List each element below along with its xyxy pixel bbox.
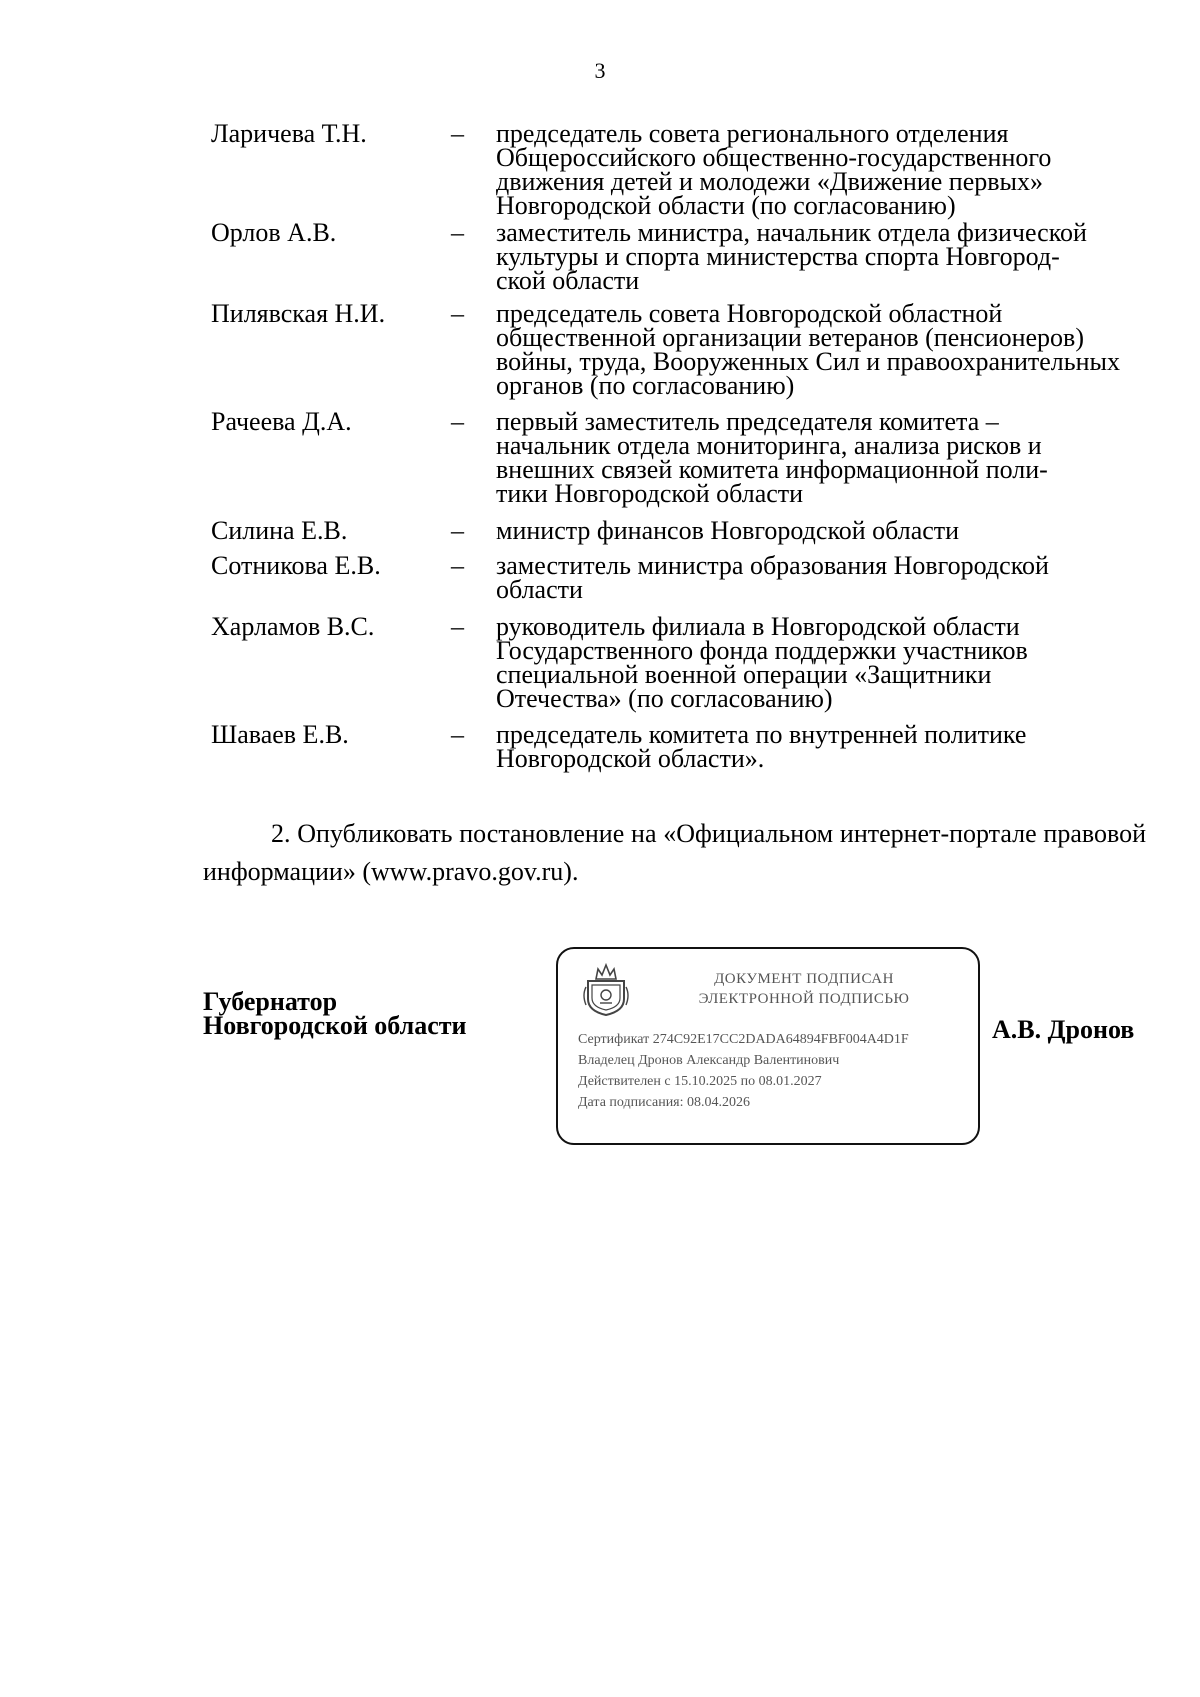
member-role: первый заместитель председателя комитета – начальник отдела мониторинга, анализа рисков и внешних связей комитета информационной поли- тики Новгородской области <box>496 407 1048 508</box>
member-name: Харламов В.С. <box>211 612 375 641</box>
member-dash: – <box>451 119 464 148</box>
member-row <box>211 720 1146 773</box>
member-role: министр финансов Новгородской области <box>496 516 960 545</box>
electronic-signature-stamp <box>556 947 980 1145</box>
member-row <box>211 299 1146 410</box>
member-dash: – <box>451 218 464 247</box>
member-name: Рачеева Д.А. <box>211 407 352 436</box>
member-row <box>211 516 1146 554</box>
member-row <box>211 551 1146 615</box>
page-number: 3 <box>594 58 606 83</box>
stamp-details <box>578 1029 974 1113</box>
committee-members-list <box>211 119 1146 773</box>
member-dash: – <box>451 551 464 580</box>
member-name: Орлов А.В. <box>211 218 337 247</box>
member-name: Силина Е.В. <box>211 516 348 545</box>
member-row <box>211 612 1146 723</box>
member-name: Пилявская Н.И. <box>211 299 386 328</box>
member-role: председатель комитета по внутренней политике Новгородской области». <box>496 720 1027 773</box>
stamp-owner: Владелец Дронов Александр Валентинович <box>578 1053 840 1068</box>
governor-title: Губернатор Новгородской области <box>203 987 467 1040</box>
member-name: Ларичева Т.Н. <box>211 119 367 148</box>
member-name: Сотникова Е.В. <box>211 551 381 580</box>
member-role: заместитель министра, начальник отдела физической культуры и спорта министерства спорта Новгород- ской области <box>496 218 1087 295</box>
member-dash: – <box>451 612 464 641</box>
stamp-validity: Действителен с 15.10.2025 по 08.01.2027 <box>578 1074 822 1089</box>
member-role: председатель совета регионального отделения Общероссийского общественно-государственного движения детей и молодежи «Движение первых» Новгородской области (по согласованию) <box>496 119 1052 220</box>
member-dash: – <box>451 516 464 545</box>
member-row <box>211 119 1146 220</box>
member-row <box>211 407 1146 519</box>
governor-name: А.В. Дронов <box>992 1015 1135 1044</box>
member-role: заместитель министра образования Новгородской области <box>496 551 1049 604</box>
stamp-heading-line: ЭЛЕКТРОННОЙ ПОДПИСЬЮ <box>698 991 910 1007</box>
member-dash: – <box>451 720 464 749</box>
member-role: руководитель филиала в Новгородской области Государственного фонда поддержки участников специальной военной операции «Защитники Отечества» (по согласованию) <box>496 612 1028 713</box>
stamp-heading-line: ДОКУМЕНТ ПОДПИСАН <box>714 971 894 987</box>
stamp-certificate: Сертификат 274C92E17CC2DADA64894FBF004A4D1F <box>578 1032 909 1047</box>
stamp-signed-date: Дата подписания: 08.04.2026 <box>578 1095 751 1110</box>
coat-of-arms-icon <box>582 961 630 1017</box>
member-dash: – <box>451 407 464 436</box>
publication-paragraph: 2. Опубликовать постановление на «Официальном интернет-портале правовой информации» (www.pravo.gov.ru). <box>203 819 1146 886</box>
stamp-heading <box>654 969 954 1009</box>
member-dash: – <box>451 299 464 328</box>
member-role: председатель совета Новгородской областной общественной организации ветеранов (пенсионеров) войны, труда, Вооруженных Сил и правоохранительных органов (по согласованию) <box>496 299 1121 400</box>
member-name: Шаваев Е.В. <box>211 720 349 749</box>
